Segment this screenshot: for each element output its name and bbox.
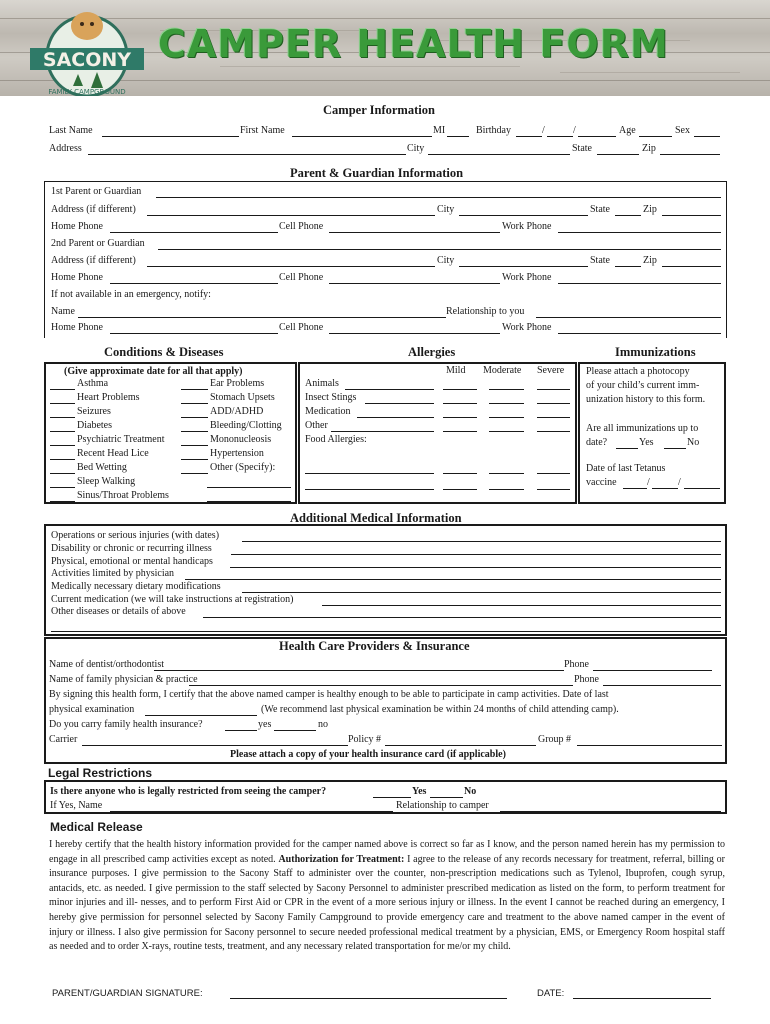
emergency-home-phone-label: Home Phone bbox=[51, 322, 103, 333]
legal-yes-label: Yes bbox=[412, 786, 427, 797]
p2-work-phone-field[interactable] bbox=[558, 283, 721, 284]
last-name-field[interactable] bbox=[102, 136, 239, 137]
condition-label: Recent Head Lice bbox=[77, 448, 149, 459]
exam-date-field[interactable] bbox=[145, 715, 257, 716]
condition-date-field[interactable] bbox=[50, 445, 75, 446]
allergy-column-moderate: Moderate bbox=[483, 365, 522, 376]
allergy-mild-field[interactable] bbox=[443, 473, 477, 474]
birthday-month-field[interactable] bbox=[516, 136, 542, 137]
immunization-note: Please attach a photocopy bbox=[586, 366, 690, 377]
immunization-note: of your child’s current imm- bbox=[586, 380, 700, 391]
exam-note: (We recommend last physical examination be within 24 months of child attending camp). bbox=[261, 704, 619, 715]
policy-label: Policy # bbox=[348, 734, 382, 745]
condition-date-field[interactable] bbox=[50, 403, 75, 404]
emergency-work-phone-field[interactable] bbox=[558, 333, 721, 334]
p2-work-phone-label: Work Phone bbox=[502, 272, 552, 283]
insurance-yes-label: yes bbox=[258, 719, 272, 730]
p2-home-phone-field[interactable] bbox=[110, 283, 278, 284]
tetanus-label: vaccine bbox=[586, 477, 617, 488]
allergy-mild-field[interactable] bbox=[443, 389, 477, 390]
p1-zip-label: Zip bbox=[643, 204, 657, 215]
allergy-label: Animals bbox=[305, 378, 339, 389]
carrier-label: Carrier bbox=[49, 734, 78, 745]
medical-label: Physical, emotional or mental handicaps bbox=[51, 556, 213, 567]
emergency-cell-phone-label: Cell Phone bbox=[279, 322, 324, 333]
age-label: Age bbox=[619, 125, 636, 136]
allergy-moderate-field[interactable] bbox=[489, 431, 524, 432]
allergy-label: Medication bbox=[305, 406, 351, 417]
allergy-mild-field[interactable] bbox=[443, 489, 477, 490]
p2-cell-phone-field[interactable] bbox=[329, 283, 500, 284]
first-name-field[interactable] bbox=[292, 136, 432, 137]
emergency-work-phone-label: Work Phone bbox=[502, 322, 552, 333]
allergy-label: Food Allergies: bbox=[305, 434, 367, 445]
tetanus-label: Date of last Tetanus bbox=[586, 463, 666, 474]
food-allergy-field[interactable] bbox=[305, 489, 434, 490]
first-name-label: First Name bbox=[240, 125, 285, 136]
allergy-mild-field[interactable] bbox=[443, 431, 477, 432]
p1-home-phone-field[interactable] bbox=[110, 232, 278, 233]
p1-zip-field[interactable] bbox=[662, 215, 721, 216]
condition-label: ADD/ADHD bbox=[210, 406, 264, 417]
allergy-moderate-field[interactable] bbox=[489, 389, 524, 390]
medical-label: Current medication (we will take instructions at registration) bbox=[51, 594, 294, 605]
insurance-yes-field[interactable] bbox=[225, 730, 257, 731]
providers-heading: Health Care Providers & Insurance bbox=[279, 639, 470, 653]
insurance-question: Do you carry family health insurance? bbox=[49, 719, 203, 730]
medical-label: Disability or chronic or recurring illness bbox=[51, 543, 212, 554]
condition-label: Ear Problems bbox=[210, 378, 265, 389]
allergy-severe-field[interactable] bbox=[537, 473, 570, 474]
legal-no-field[interactable] bbox=[430, 797, 463, 798]
allergy-severe-field[interactable] bbox=[537, 489, 570, 490]
tetanus-day-field[interactable] bbox=[652, 488, 678, 489]
medical-label: Other diseases or details of above bbox=[51, 606, 186, 617]
condition-date-field[interactable] bbox=[181, 403, 208, 404]
date-field[interactable] bbox=[573, 998, 711, 999]
condition-date-field[interactable] bbox=[181, 459, 208, 460]
allergy-detail-field[interactable] bbox=[357, 417, 434, 418]
allergy-moderate-field[interactable] bbox=[489, 417, 524, 418]
medical-field[interactable] bbox=[230, 567, 721, 568]
date-label: DATE: bbox=[537, 988, 565, 999]
exam-label: physical examination bbox=[49, 704, 135, 715]
condition-label: Stomach Upsets bbox=[210, 392, 275, 403]
p2-cell-phone-label: Cell Phone bbox=[279, 272, 324, 283]
immunization-yes-field[interactable] bbox=[616, 448, 638, 449]
dentist-phone-label: Phone bbox=[564, 659, 589, 670]
condition-label: Bleeding/Clotting bbox=[210, 420, 282, 431]
dentist-field[interactable] bbox=[154, 670, 564, 671]
condition-date-field[interactable] bbox=[181, 431, 208, 432]
condition-date-field[interactable] bbox=[50, 487, 75, 488]
p2-zip-label: Zip bbox=[643, 255, 657, 266]
mi-label: MI bbox=[433, 125, 446, 136]
parent-info-box bbox=[44, 181, 727, 338]
condition-label: Mononucleosis bbox=[210, 434, 272, 445]
p1-cell-phone-label: Cell Phone bbox=[279, 221, 324, 232]
p1-state-field[interactable] bbox=[615, 215, 641, 216]
condition-label: Heart Problems bbox=[77, 392, 140, 403]
p1-city-field[interactable] bbox=[459, 215, 588, 216]
legal-no-label: No bbox=[464, 786, 477, 797]
tetanus-month-field[interactable] bbox=[623, 488, 647, 489]
second-parent-label: 2nd Parent or Guardian bbox=[51, 238, 145, 249]
condition-date-field[interactable] bbox=[181, 445, 208, 446]
insurance-no-label: no bbox=[318, 719, 328, 730]
allergy-detail-field[interactable] bbox=[345, 389, 434, 390]
p2-address-field[interactable] bbox=[147, 266, 435, 267]
immunization-note: unization history to this form. bbox=[586, 394, 706, 405]
food-allergy-field[interactable] bbox=[305, 473, 434, 474]
condition-label: Asthma bbox=[77, 378, 109, 389]
condition-label: Seizures bbox=[77, 406, 111, 417]
birthday-day-field[interactable] bbox=[547, 136, 573, 137]
address-label: Address bbox=[49, 143, 82, 154]
p2-home-phone-label: Home Phone bbox=[51, 272, 103, 283]
allergy-column-severe: Severe bbox=[537, 365, 565, 376]
medical-field[interactable] bbox=[231, 554, 721, 555]
legal-question: Is there anyone who is legally restricted from seeing the camper? bbox=[50, 786, 327, 797]
condition-date-field[interactable] bbox=[50, 473, 75, 474]
p1-address-label: Address (if different) bbox=[51, 204, 136, 215]
condition-date-field[interactable] bbox=[50, 501, 75, 502]
state-label: State bbox=[572, 143, 592, 154]
svg-text:FAMILY CAMPGROUND: FAMILY CAMPGROUND bbox=[48, 88, 126, 96]
restricted-relationship-field[interactable] bbox=[500, 811, 721, 812]
allergy-mild-field[interactable] bbox=[443, 403, 477, 404]
allergy-moderate-field[interactable] bbox=[489, 473, 524, 474]
allergy-mild-field[interactable] bbox=[443, 417, 477, 418]
condition-label: Other (Specify): bbox=[210, 462, 276, 473]
immunizations-heading: Immunizations bbox=[615, 345, 696, 359]
policy-field[interactable] bbox=[385, 745, 536, 746]
birthday-year-field[interactable] bbox=[578, 136, 616, 137]
condition-date-field[interactable] bbox=[50, 389, 75, 390]
p1-cell-phone-field[interactable] bbox=[329, 232, 500, 233]
physician-label: Name of family physician & practice bbox=[49, 674, 198, 685]
allergies-box bbox=[298, 362, 577, 504]
if-yes-name-label: If Yes, Name bbox=[50, 800, 103, 811]
dentist-label: Name of dentist/orthodontist bbox=[49, 659, 164, 670]
condition-label: Sleep Walking bbox=[77, 476, 136, 487]
medical-field[interactable] bbox=[322, 605, 721, 606]
release-heading: Medical Release bbox=[50, 820, 143, 834]
emergency-name-label: Name bbox=[51, 306, 75, 317]
authorization-label: Authorization for Treatment: bbox=[278, 853, 405, 865]
p1-address-field[interactable] bbox=[147, 215, 435, 216]
city-label: City bbox=[407, 143, 425, 154]
condition-label: Psychiatric Treatment bbox=[77, 434, 165, 445]
carrier-field[interactable] bbox=[82, 745, 348, 746]
group-label: Group # bbox=[538, 734, 572, 745]
relationship-camper-label: Relationship to camper bbox=[396, 800, 489, 811]
emergency-cell-phone-field[interactable] bbox=[329, 333, 500, 334]
signature-field[interactable] bbox=[230, 998, 507, 999]
conditions-heading: Conditions & Diseases bbox=[104, 345, 224, 359]
medical-field[interactable] bbox=[185, 579, 721, 580]
physician-phone-label: Phone bbox=[574, 674, 599, 685]
allergy-column-mild: Mild bbox=[446, 365, 466, 376]
other-condition-field[interactable] bbox=[207, 501, 291, 502]
restricted-name-field[interactable] bbox=[110, 811, 393, 812]
immunization-no-label: No bbox=[687, 437, 700, 448]
insurance-no-field[interactable] bbox=[274, 730, 316, 731]
p2-city-field[interactable] bbox=[459, 266, 588, 267]
allergy-severe-field[interactable] bbox=[537, 403, 570, 404]
medical-label: Operations or serious injuries (with dates) bbox=[51, 530, 220, 541]
p1-city-label: City bbox=[437, 204, 455, 215]
condition-date-field[interactable] bbox=[181, 473, 208, 474]
emergency-home-phone-field[interactable] bbox=[110, 333, 278, 334]
condition-date-field[interactable] bbox=[50, 431, 75, 432]
condition-label: Sinus/Throat Problems bbox=[77, 490, 169, 501]
conditions-instruction: (Give approximate date for all that apply) bbox=[64, 366, 243, 377]
emergency-note: If not available in an emergency, notify: bbox=[51, 289, 211, 300]
signature-label: PARENT/GUARDIAN SIGNATURE: bbox=[52, 988, 203, 999]
condition-label: Diabetes bbox=[77, 420, 112, 431]
emergency-relationship-label: Relationship to you bbox=[446, 306, 525, 317]
p2-state-field[interactable] bbox=[615, 266, 641, 267]
medical-heading: Additional Medical Information bbox=[290, 511, 462, 525]
medical-label: Activities limited by physician bbox=[51, 568, 175, 579]
condition-date-field[interactable] bbox=[181, 417, 208, 418]
certify-text: By signing this health form, I certify that the above named camper is healthy enough to be able to participate in camp activities. Date of last bbox=[49, 689, 609, 700]
p1-work-phone-field[interactable] bbox=[558, 232, 721, 233]
address-field[interactable] bbox=[88, 154, 406, 155]
camper-info-heading: Camper Information bbox=[323, 103, 435, 117]
city-field[interactable] bbox=[428, 154, 570, 155]
medical-field[interactable] bbox=[203, 617, 721, 618]
condition-label: Bed Wetting bbox=[77, 462, 127, 473]
p1-home-phone-label: Home Phone bbox=[51, 221, 103, 232]
condition-label: Hypertension bbox=[210, 448, 264, 459]
medical-field[interactable] bbox=[51, 631, 721, 632]
other-condition-field[interactable] bbox=[207, 487, 291, 488]
emergency-relationship-field[interactable] bbox=[536, 317, 721, 318]
p2-city-label: City bbox=[437, 255, 455, 266]
allergy-severe-field[interactable] bbox=[537, 417, 570, 418]
allergy-moderate-field[interactable] bbox=[489, 489, 524, 490]
allergy-severe-field[interactable] bbox=[537, 431, 570, 432]
allergies-heading: Allergies bbox=[408, 345, 456, 359]
allergy-label: Insect Stings bbox=[305, 392, 357, 403]
group-field[interactable] bbox=[577, 745, 722, 746]
emergency-name-field[interactable] bbox=[78, 317, 446, 318]
birthday-label: Birthday bbox=[476, 125, 511, 136]
sacony-logo bbox=[28, 6, 146, 96]
immunization-question: date? bbox=[586, 437, 608, 448]
medical-label: Medically necessary dietary modifications bbox=[51, 581, 221, 592]
header-banner bbox=[0, 0, 770, 96]
medical-field[interactable] bbox=[242, 541, 721, 542]
immunization-yes-label: Yes bbox=[639, 437, 654, 448]
p2-address-label: Address (if different) bbox=[51, 255, 136, 266]
mi-field[interactable] bbox=[447, 136, 469, 137]
second-parent-field[interactable] bbox=[158, 249, 721, 250]
physician-field[interactable] bbox=[189, 685, 573, 686]
immunization-no-field[interactable] bbox=[664, 448, 686, 449]
age-field[interactable] bbox=[639, 136, 672, 137]
allergy-label: Other bbox=[305, 420, 328, 431]
p2-zip-field[interactable] bbox=[662, 266, 721, 267]
legal-heading: Legal Restrictions bbox=[48, 766, 153, 780]
immunization-question: Are all immunizations up to bbox=[586, 423, 699, 434]
condition-date-field[interactable] bbox=[181, 389, 208, 390]
p1-work-phone-label: Work Phone bbox=[502, 221, 552, 232]
condition-date-field[interactable] bbox=[50, 459, 75, 460]
state-field[interactable] bbox=[597, 154, 639, 155]
zip-label: Zip bbox=[642, 143, 656, 154]
p2-state-label: State bbox=[590, 255, 610, 266]
legal-yes-field[interactable] bbox=[373, 797, 411, 798]
condition-date-field[interactable] bbox=[50, 417, 75, 418]
zip-field[interactable] bbox=[660, 154, 720, 155]
physician-phone-field[interactable] bbox=[603, 685, 721, 686]
tetanus-year-field[interactable] bbox=[684, 488, 720, 489]
allergy-detail-field[interactable] bbox=[331, 431, 434, 432]
allergy-detail-field[interactable] bbox=[365, 403, 434, 404]
dentist-phone-field[interactable] bbox=[593, 670, 712, 671]
p1-state-label: State bbox=[590, 204, 610, 215]
allergy-severe-field[interactable] bbox=[537, 389, 570, 390]
sex-label: Sex bbox=[675, 125, 690, 136]
allergy-moderate-field[interactable] bbox=[489, 403, 524, 404]
insurance-card-note: Please attach a copy of your health insurance card (if applicable) bbox=[230, 749, 506, 760]
first-parent-label: 1st Parent or Guardian bbox=[51, 186, 142, 197]
medical-field[interactable] bbox=[242, 592, 721, 593]
svg-text:SACONY: SACONY bbox=[42, 49, 132, 71]
first-parent-field[interactable] bbox=[156, 197, 721, 198]
parent-info-heading: Parent & Guardian Information bbox=[290, 166, 464, 180]
sex-field[interactable] bbox=[694, 136, 720, 137]
form-title: CAMPER HEALTH FORM bbox=[158, 22, 669, 66]
last-name-label: Last Name bbox=[49, 125, 93, 136]
release-text: I hereby certify that the health history information provided for the camper named above is correct so far as I know, and the person named herein has my permission to engage in all prescribed camp activities except as noted. Authorization for Treatment: I agree to the release of any records necessary for treatment, referral, billing or insurance purposes. I give permission to the Sacony Staff to administer over the counter, non-prescription medications such as Tylenol, Ibuprofen, cough syrup, antacids, etc. as needed. I give permission to the staff selected by Sacony Personnel to administer prescribed medication as listed on the form, to perform treatment for minor injuries and ill- nesses, and to perform First Aid or CPR in the event of a more serious injury or illness. In the event I cannot be reached during an emergency, I hereby give permission for personnel selected by Sacony Family Campground to provide emergency care and treatment to the above named camper in the event of injury or illness. I also give permission for Sacony personnel to secure needed professional medical treatment by a physician, EMS, or Emergency Room hospital staff as needed and to order X-rays, routine tests, treatment, and any necessary related transportation for me/or my child. bbox=[49, 839, 725, 953]
